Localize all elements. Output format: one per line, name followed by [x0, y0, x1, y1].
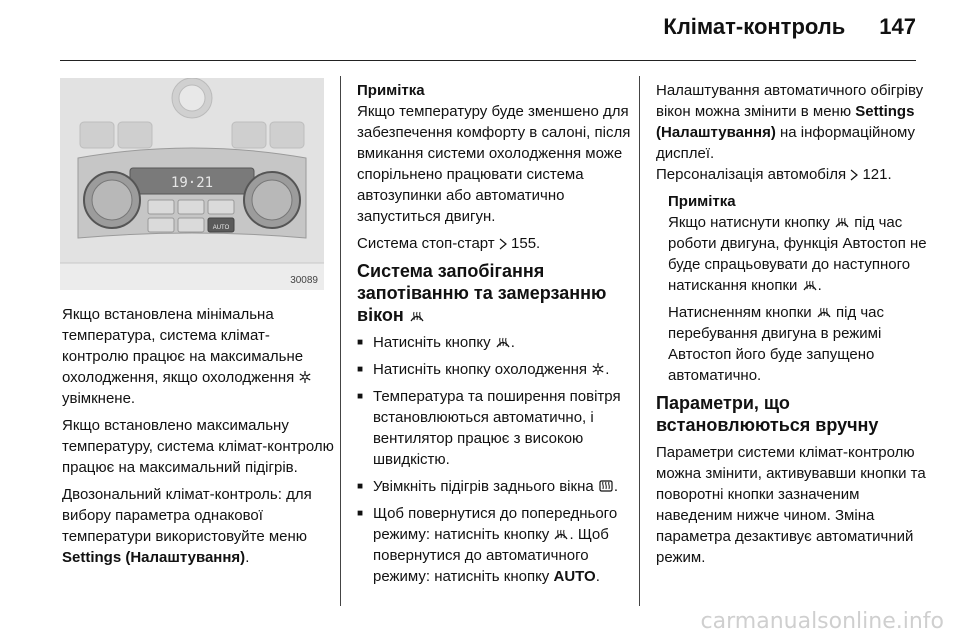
- column-1: [62, 304, 334, 574]
- note-text: Якщо температуру буде зменшено для забезпечення комфорту в салоні, після вмикання системи охолодження може спорільнено працювати система автозупинки або автоматично запуститься двигун.: [357, 103, 631, 225]
- page-header: [640, 14, 916, 50]
- list-item: ■ Натисніть кнопку .: [357, 332, 635, 353]
- rear-window-heat-icon: [598, 479, 614, 493]
- list-item: ■ Температура та поширення повітря встановлюються автоматично, і вентилятор працює з високою швидкістю.: [357, 386, 635, 470]
- auto-label: AUTO: [553, 568, 596, 585]
- windshield-defrost-icon: [816, 305, 832, 319]
- windshield-defrost-icon: [495, 335, 511, 349]
- note-title: Примітка: [668, 193, 736, 210]
- note-reference: Система стоп-старт 155.: [357, 235, 541, 252]
- col1-paragraph-1: Якщо встановлена мінімальна температура, система клімат-контролю працює на максимальне охолодження, якщо охолодження увімкнене.: [62, 304, 334, 409]
- watermark: carmanualsonline.info: [700, 609, 944, 634]
- note-block: [656, 191, 938, 386]
- settings-menu-label: Settings (Налаштування): [656, 103, 915, 141]
- col1-paragraph-2: Якщо встановлено максимальну температуру, система клімат-контролю працює на максимальний підігрів.: [62, 417, 334, 476]
- panel-auto-label: AUTO: [212, 225, 230, 231]
- col1-paragraph-3: Двозональний клімат-контроль: для вибору параметра однакової температури використовуйте меню Settings (Налаштування).: [62, 486, 312, 566]
- defog-steps-list: [357, 332, 635, 587]
- note-title: Примітка: [357, 82, 425, 99]
- windshield-defrost-icon: [802, 278, 818, 292]
- section-title-manual: Параметри, що встановлюються вручну: [656, 393, 879, 435]
- header-title: Клімат-контроль: [663, 14, 846, 39]
- climate-panel-photo: [60, 78, 324, 290]
- column-2: [357, 80, 635, 593]
- climate-panel-illustration: [60, 78, 324, 290]
- list-item: ■ Увімкніть підігрів заднього вікна .: [357, 476, 635, 497]
- note-text: Якщо натиснути кнопку під час роботи двигуна, функція Автостоп не буде спрацьовувати до наступного натискання кнопки .: [668, 214, 927, 294]
- section-title-defog: Система запобігання запотіванню та замерзанню вікон: [357, 261, 607, 325]
- reference-arrow-icon: [499, 238, 507, 250]
- col3-paragraph-2: Параметри системи клімат-контролю можна змінити, активувавши кнопки та поворотні кнопки зазначеним наведеним нижче чином. Зміна параметра дезактивує автоматичний режим.: [656, 444, 926, 566]
- page-number: 147: [879, 14, 916, 39]
- snowflake-icon: [298, 370, 312, 384]
- windshield-defrost-icon: [409, 309, 425, 323]
- settings-menu-label: Settings (Налаштування): [62, 549, 246, 566]
- snowflake-icon: [591, 362, 605, 376]
- column-divider-2: [639, 76, 640, 606]
- note-text-2: Натисненням кнопки під час перебування двигуна в режимі Автостоп його буде запущено автоматично.: [668, 304, 885, 384]
- header-rule: [60, 60, 916, 61]
- list-item: ■ Щоб повернутися до попереднього режиму: натисніть кнопку . Щоб повернутися до автоматичного режиму: натисніть кнопку AUTO.: [357, 503, 635, 587]
- windshield-defrost-icon: [834, 215, 850, 229]
- column-divider-1: [340, 76, 341, 606]
- photo-id: 30089: [290, 275, 318, 286]
- col3-paragraph-1: Налаштування автоматичного обігріву вікон можна змінити в меню Settings (Налаштування) на інформаційному дисплеї. Персоналізація автомобіля 121.: [656, 82, 924, 183]
- windshield-defrost-icon: [553, 527, 569, 541]
- list-item: ■ Натисніть кнопку охолодження .: [357, 359, 635, 380]
- note-block: [357, 80, 635, 254]
- column-3: [656, 80, 938, 574]
- panel-display-text: 19·21: [170, 175, 214, 191]
